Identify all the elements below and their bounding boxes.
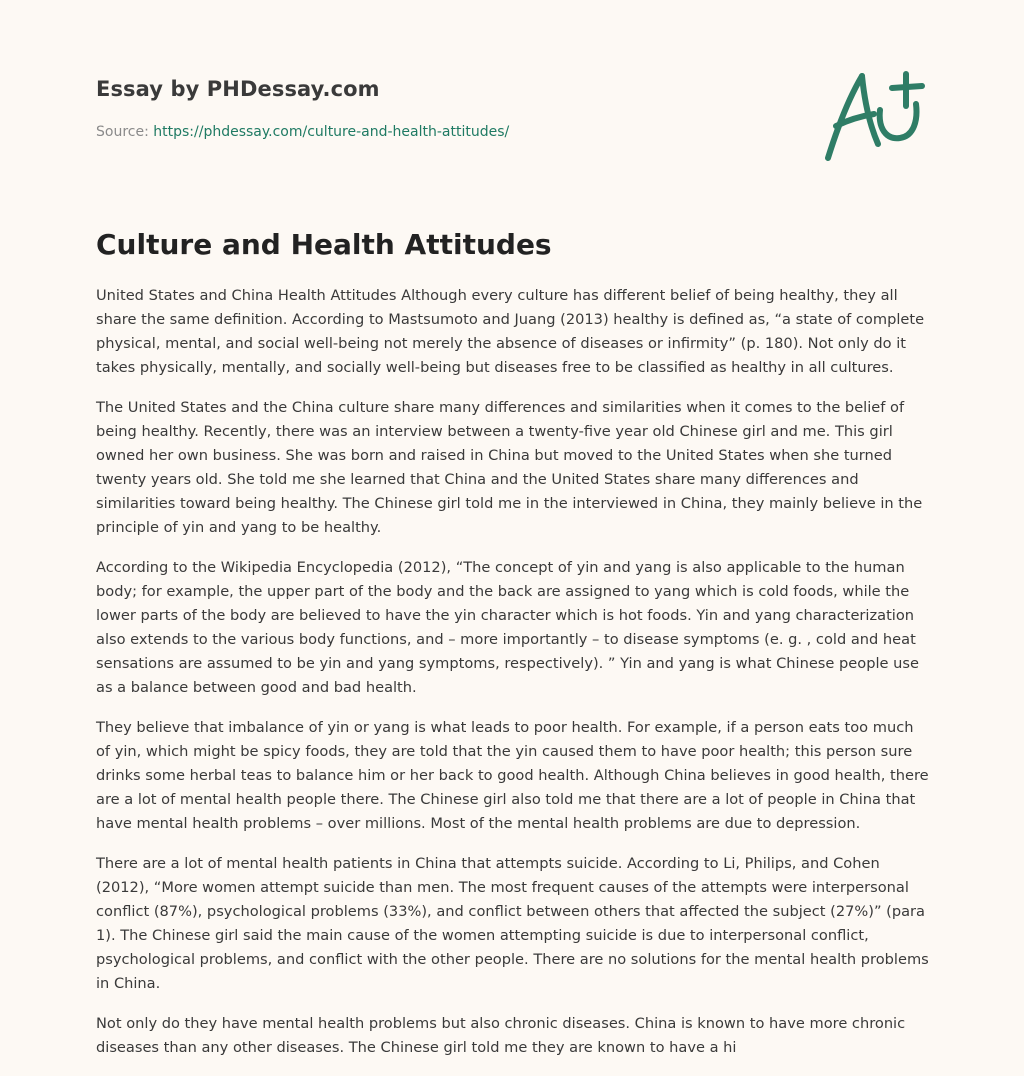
page-header: [96, 74, 736, 142]
article-paragraph: United States and China Health Attitudes Although every culture has different belief of being healthy, they all share the same definition. According to Mastsumoto and Juang (2013) healthy is defined as, “a state of complete physical, mental, and social well-being not merely the absence of diseases or infirmity” (p. 180). Not only do it takes physically, mentally, and socially well-being but diseases free to be classified as healthy in all cultures.: [96, 287, 925, 376]
source-link[interactable]: https://phdessay.com/culture-and-health-attitudes/: [153, 124, 510, 140]
article-paragraph: Not only do they have mental health problems but also chronic diseases. China is known to have more chronic diseases than any other diseases. The Chinese girl told me they are known to have a hi: [96, 1015, 906, 1056]
article-paragraph: There are a lot of mental health patients in China that attempts suicide. According to Li, Philips, and Cohen (2012), “More women attempt suicide than men. The most frequent causes of the attempts were interpersonal conflict (87%), psychological problems (33%), and conflict between others that affected the subject (27%)” (para 1). The Chinese girl said the main cause of the women attempting suicide is due to interpersonal conflict, psychological problems, and conflict with the other people. There are no solutions for the mental health problems in China.: [96, 855, 929, 992]
article-body: [96, 284, 932, 1076]
site-brand: Essay by PHDessay.com: [96, 77, 380, 101]
article-paragraph: They believe that imbalance of yin or yang is what leads to poor health. For example, if a person eats too much of yin, which might be spicy foods, they are told that the yin caused them to have poor health; this person sure drinks some herbal teas to balance him or her back to good health. Although China believes in good health, there are a lot of mental health people there. The Chinese girl also told me that there are a lot of people in China that have mental health problems – over millions. Most of the mental health problems are due to depression.: [96, 719, 929, 832]
source-label: Source:: [96, 124, 149, 140]
article-paragraph: The United States and the China culture share many differences and similarities when it comes to the belief of being healthy. Recently, there was an interview between a twenty-five year old Chinese girl and me. This girl owned her own business. She was born and raised in China but moved to the United States when she turned twenty years old. She told me she learned that China and the United States share many differences and similarities toward being healthy. The Chinese girl told me in the interviewed in China, they mainly believe in the principle of yin and yang to be healthy.: [96, 399, 923, 536]
article-title: Culture and Health Attitudes: [96, 228, 552, 261]
source-line: [96, 122, 736, 142]
a-plus-logo-icon: [818, 66, 930, 166]
article-paragraph: According to the Wikipedia Encyclopedia (2012), “The concept of yin and yang is also applicable to the human body; for example, the upper part of the body and the back are assigned to yang which is cold foods, while the lower parts of the body are believed to have the yin character which is hot foods. Yin and yang characterization also extends to the various body functions, and – more importantly – to disease symptoms (e. g. , cold and heat sensations are assumed to be yin and yang symptoms, respectively). ” Yin and yang is what Chinese people use as a balance between good and bad health.: [96, 559, 919, 696]
